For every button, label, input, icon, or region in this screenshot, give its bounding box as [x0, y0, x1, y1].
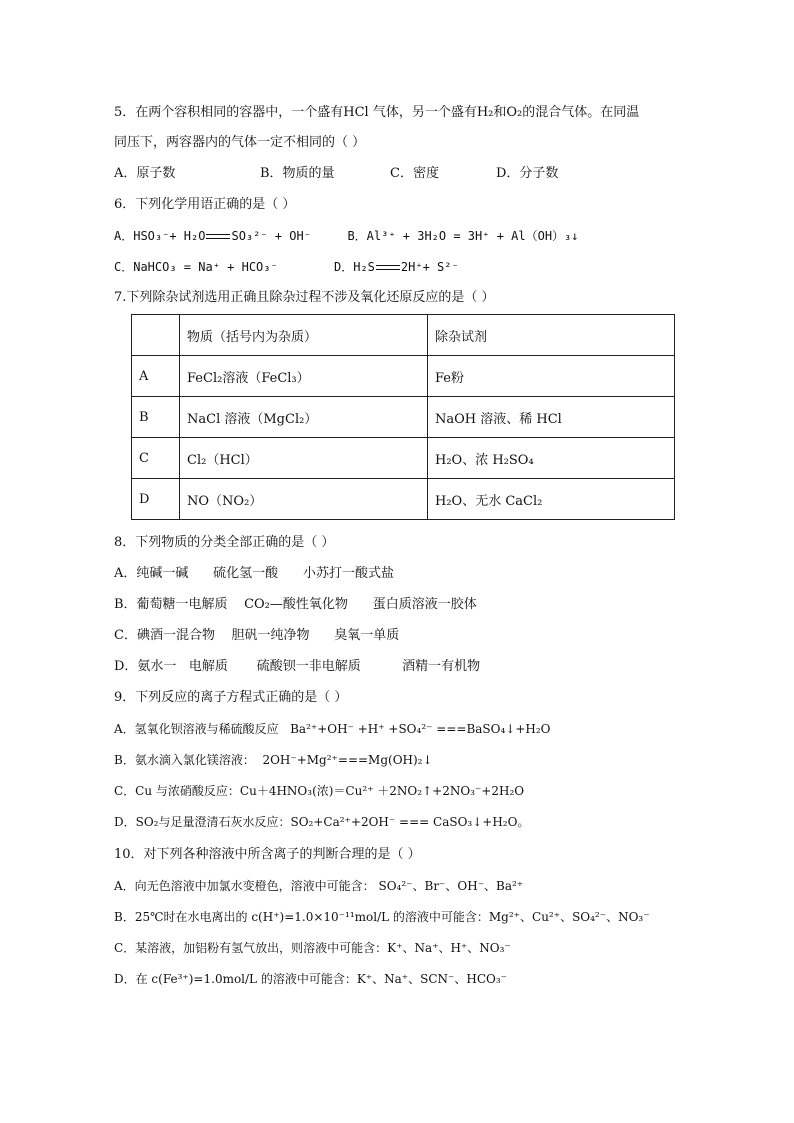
q6-stem: 6．下列化学用语正确的是（ ）	[114, 197, 296, 212]
q5-option-a: A．原子数	[114, 166, 176, 181]
q8-option-b: B．葡萄糖一电解质 CO₂—酸性氧化物 蛋白质溶液一胶体	[114, 597, 477, 612]
table-header-cell	[132, 315, 180, 356]
q10-option-a: A．向无色溶液中加氯水变橙色，溶液中可能含： SO₄²⁻、Br⁻、OH⁻、Ba²⁺	[114, 879, 524, 893]
reversible-arrow-icon	[376, 265, 400, 271]
q9-option-d: D．SO₂与足量澄清石灰水反应：SO₂+Ca²⁺+2OH⁻ === CaSO₃↓+H₂O。	[114, 815, 530, 829]
table-cell-option: D	[132, 479, 180, 520]
table-cell-substance: FeCl₂溶液（FeCl₃）	[180, 356, 428, 397]
q5-option-c: C．密度	[390, 166, 439, 181]
table-header-cell: 除杂试剂	[428, 315, 675, 356]
q9-option-c: C．Cu 与浓硝酸反应：Cu＋4HNO₃(浓)＝Cu²⁺ ＋2NO₂↑+2NO₃⁻+2H₂O	[114, 784, 525, 798]
q9-option-b: B．氨水滴入氯化镁溶液： 2OH⁻+Mg²⁺===Mg(OH)₂↓	[114, 753, 433, 767]
q7-table	[131, 314, 675, 520]
table-cell-option: B	[132, 397, 180, 438]
table-cell-reagent: H₂O、无水 CaCl₂	[428, 479, 675, 520]
table-cell-substance: Cl₂（HCl）	[180, 438, 428, 479]
table-header-cell: 物质（括号内为杂质）	[180, 315, 428, 356]
table-cell-substance: NaCl 溶液（MgCl₂）	[180, 397, 428, 438]
table-row	[132, 438, 675, 479]
q9-option-a: A．氢氧化钡溶液与稀硫酸反应 Ba²⁺+OH⁻ +H⁺ +SO₄²⁻ ===BaSO₄↓+H₂O	[114, 722, 551, 736]
q5-option-b: B．物质的量	[260, 166, 335, 181]
q10-option-d: D．在 c(Fe³⁺)=1.0mol/L 的溶液中可能含：K⁺、Na⁺、SCN⁻、HCO₃⁻	[114, 972, 507, 986]
q5-stem-line1: 5．在两个容积相同的容器中，一个盛有HCl 气体，另一个盛有H₂和O₂的混合气体。在同温	[114, 105, 640, 120]
q6-option-c: C．NaHCO₃ = Na⁺ + HCO₃⁻	[114, 260, 278, 274]
table-cell-substance: NO（NO₂）	[180, 479, 428, 520]
q6-option-d-reactants: D．H₂S	[334, 260, 375, 274]
table-cell-reagent: H₂O、浓 H₂SO₄	[428, 438, 675, 479]
q6-option-a-reactants: A．HSO₃⁻+ H₂O	[114, 229, 206, 243]
q8-stem: 8．下列物质的分类全部正确的是（ ）	[114, 535, 335, 550]
reversible-arrow-icon	[206, 234, 230, 240]
q5-option-d: D．分子数	[496, 166, 559, 181]
q10-option-b: B．25℃时在水电离出的 c(H⁺)=1.0×10⁻¹¹mol/L 的溶液中可能含：Mg²⁺、Cu²⁺、SO₄²⁻、NO₃⁻	[114, 910, 650, 924]
q8-option-c: C．碘酒一混合物 胆矾一纯净物 臭氧一单质	[114, 628, 400, 643]
q6-option-a-products: SO₃²⁻ + OH⁻	[231, 229, 311, 243]
table-row	[132, 397, 675, 438]
q6-options-ab	[114, 227, 579, 245]
q6-option-b: B．Al³⁺ + 3H₂O = 3H⁺ + Al（OH）₃↓	[347, 229, 579, 243]
q8-option-d: D．氨水一 电解质 硫酸钡一非电解质 酒精一有机物	[114, 659, 481, 674]
q6-option-d-products: 2H⁺+ S²⁻	[400, 260, 459, 274]
q5-stem-line2: 同压下，两容器内的气体一定不相同的（ ）	[114, 135, 366, 150]
table-cell-option: A	[132, 356, 180, 397]
table-row	[132, 356, 675, 397]
table-cell-reagent: NaOH 溶液、稀 HCl	[428, 397, 675, 438]
table-cell-reagent: Fe粉	[428, 356, 675, 397]
table-header-row	[132, 315, 675, 356]
q9-stem: 9．下列反应的离子方程式正确的是（ ）	[114, 690, 348, 705]
q10-stem: 10．对下列各种溶液中所含离子的判断合理的是（ ）	[114, 847, 421, 862]
q8-option-a: A．纯碱一碱 硫化氢一酸 小苏打一酸式盐	[114, 566, 394, 581]
table-row	[132, 479, 675, 520]
q5-options	[114, 165, 558, 183]
q7-stem: 7.下列除杂试剂选用正确且除杂过程不涉及氧化还原反应的是（ ）	[114, 290, 495, 305]
table-cell-option: C	[132, 438, 180, 479]
q6-options-cd	[114, 258, 459, 276]
q10-option-c: C．某溶液，加铝粉有氢气放出，则溶液中可能含：K⁺、Na⁺、H⁺、NO₃⁻	[114, 941, 511, 955]
